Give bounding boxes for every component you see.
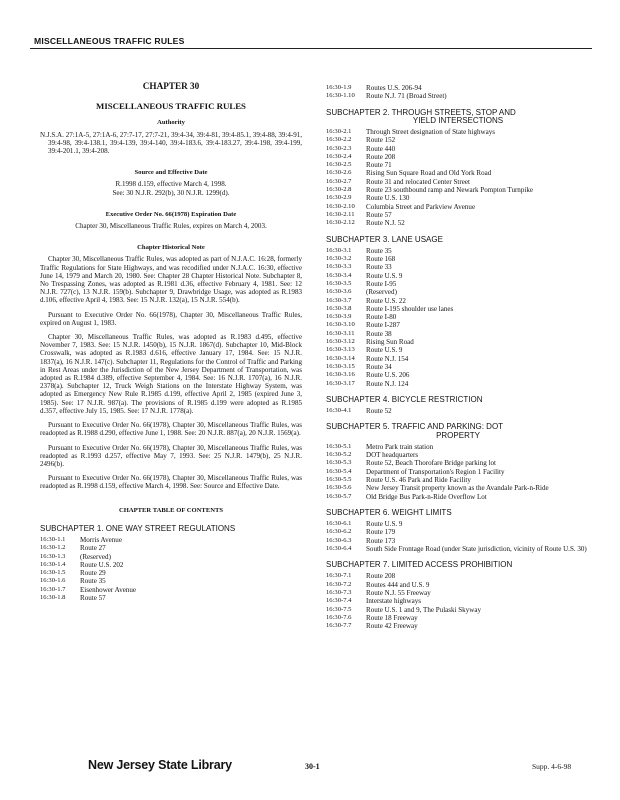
section-number: 16:30-3.1 bbox=[326, 246, 352, 254]
subchapter-title bbox=[326, 561, 590, 569]
subchapter-title-line: SUBCHAPTER 2. THROUGH STREETS, STOP AND bbox=[326, 107, 516, 117]
subchapter-title: SUBCHAPTER 1. ONE WAY STREET REGULATIONS bbox=[40, 523, 236, 533]
history-paragraph: Pursuant to Executive Order No. 66(1978), Chapter 30, Miscellaneous Traffic Rules, was readopted as R.1998 d.159, effective March 4, 1998. See: Source and Effective Date. bbox=[40, 474, 302, 491]
section-title: Route 34 bbox=[366, 362, 392, 371]
expiration-text: Chapter 30, Miscellaneous Traffic Rules, expires on March 4, 2003. bbox=[75, 222, 267, 231]
toc-entry bbox=[40, 544, 302, 552]
section-number: 16:30-1.8 bbox=[40, 594, 66, 601]
section-number: 16:30-2.3 bbox=[326, 144, 352, 152]
section-title: Route U.S. 9 bbox=[366, 520, 403, 528]
expiration-heading: Executive Order No. 66(1978) Expiration Date bbox=[105, 210, 237, 218]
section-number: 16:30-3.3 bbox=[326, 263, 352, 271]
toc-entry bbox=[326, 338, 590, 346]
toc-entry bbox=[326, 203, 590, 211]
subchapter-title-line: SUBCHAPTER 5. TRAFFIC AND PARKING: DOT bbox=[326, 422, 504, 432]
right-column bbox=[326, 84, 590, 630]
section-number: 16:30-3.17 bbox=[326, 379, 355, 387]
toc-entry bbox=[326, 622, 590, 630]
section-title: Route U.S. 9 bbox=[366, 346, 403, 355]
section-number: 16:30-3.6 bbox=[326, 288, 352, 296]
toc-entry bbox=[326, 186, 590, 194]
section-number: 16:30-4.1 bbox=[326, 407, 352, 415]
history-paragraph: Pursuant to Executive Order No. 66(1978), Chapter 30, Miscellaneous Traffic Rules, expired on August 1, 1983. bbox=[40, 310, 302, 327]
authority-heading: Authority bbox=[157, 119, 185, 127]
subchapter-title-line: SUBCHAPTER 3. LANE USAGE bbox=[326, 234, 443, 244]
section-number: 16:30-3.16 bbox=[326, 371, 355, 379]
toc-entry bbox=[326, 468, 590, 476]
toc-entry bbox=[326, 128, 590, 136]
subchapter-title bbox=[326, 109, 590, 125]
section-number: 16:30-3.4 bbox=[326, 271, 352, 279]
section-title: Route N.J. 52 bbox=[366, 219, 405, 228]
section-title: Route 440 bbox=[366, 144, 396, 153]
toc-entry bbox=[40, 586, 302, 594]
toc-entry bbox=[326, 313, 590, 321]
section-title: Route 208 bbox=[366, 572, 396, 581]
section-number: 16:30-3.11 bbox=[326, 329, 355, 337]
toc-entry bbox=[326, 219, 590, 227]
section-number: 16:30-1.5 bbox=[40, 569, 66, 577]
section-title: Routes 444 and U.S. 9 bbox=[366, 580, 430, 589]
section-title: South Side Frontage Road (under State jurisdiction, vicinity of Route U.S. 30) bbox=[366, 544, 587, 553]
toc-entry bbox=[326, 247, 590, 255]
subchapter-title bbox=[326, 509, 590, 517]
toc-entry bbox=[40, 577, 302, 585]
section-title: Route U.S. 1 and 9, The Pulaski Skyway bbox=[366, 605, 481, 614]
section-title: Route U.S. 46 Park and Ride Facility bbox=[366, 475, 471, 484]
chapter-number: CHAPTER 30 bbox=[142, 81, 200, 91]
section-title: Route 35 bbox=[80, 577, 106, 586]
section-title: Route 57 bbox=[366, 210, 392, 219]
section-number: 16:30-3.8 bbox=[326, 304, 352, 312]
toc-entry bbox=[326, 346, 590, 354]
toc-entry bbox=[326, 528, 590, 536]
section-title: Route I-95 bbox=[366, 279, 397, 288]
toc-entry bbox=[326, 371, 590, 379]
section-title: Route 173 bbox=[366, 536, 396, 545]
section-title: Route 27 bbox=[80, 544, 106, 553]
toc-entry bbox=[40, 536, 302, 544]
toc-entry bbox=[326, 537, 590, 545]
section-title: Old Bridge Bus Park-n-Ride Overflow Lot bbox=[366, 492, 487, 501]
section-title: Interstate highways bbox=[366, 597, 421, 606]
source-line-2: See: 30 N.J.R. 292(b), 30 N.J.R. 1299(d). bbox=[112, 188, 230, 197]
toc-entry bbox=[326, 305, 590, 313]
section-number: 16:30-2.8 bbox=[326, 186, 352, 194]
toc-entry bbox=[326, 380, 590, 388]
section-number: 16:30-3.13 bbox=[326, 346, 355, 354]
toc-entry bbox=[326, 84, 590, 92]
section-number: 16:30-7.5 bbox=[326, 605, 352, 613]
section-number: 16:30-5.4 bbox=[326, 467, 352, 475]
section-number: 16:30-3.15 bbox=[326, 362, 355, 370]
section-number: 16:30-6.2 bbox=[326, 528, 352, 536]
source-line-1: R.1998 d.159, effective March 4, 1998. bbox=[115, 180, 227, 189]
toc-entry bbox=[326, 581, 590, 589]
toc-entry bbox=[326, 451, 590, 459]
section-number: 16:30-1.10 bbox=[326, 92, 355, 100]
section-title: (Reserved) bbox=[80, 552, 111, 561]
section-title: Metro Park train station bbox=[366, 442, 434, 451]
section-number: 16:30-5.1 bbox=[326, 442, 352, 450]
subchapter-title-continued: YIELD INTERSECTIONS bbox=[412, 115, 504, 125]
history-paragraph: Chapter 30, Miscellaneous Traffic Rules, was adopted as R.1983 d.495, effective November 7, 1983. See: 15 N.J.R. 1450(b), 15 N.J.R. 1867(d). Subchapter 10, Mid-Block Crosswalk, was adopted as R.1983 d.616, effective January 17, 1984. See: 15 N.J.R. 1837(a), 16 N.J.R. 147(c). Subchapter 11, Regulations for the Control of Traffic and Parking in Rest Areas under the Jurisdiction of the New Jersey Department of Transportation, was adopted as R.1984 d.389, effective September 4, 1984. See: 16 N.J.R. 1707(a), 16 N.J.R. 2378(a). Subchapter 12, Truck Weigh Stations on the Interstate Highway System, was adopted as Emergency New Rule R.1985 d.199, effective April 2, 1985 (expired June 3, 1985). See: 17 N.J.R. 987(a). The provisions of R.1985 d.199 were adopted as R.1985 d.357, effective July 15, 1985. See: 17 N.J.R. 1778(a). bbox=[40, 333, 302, 415]
authority-text: N.J.S.A. 27:1A-5, 27:1A-6, 27:7-17, 27:7-21, 39:4-34, 39:4-81, 39:4-85.1, 39:4-88, 39:4-91, 39:4-98, 39:4-138.1, 39:4-139, 39:4-140, 39:4-183.6, 39:4-183.27, 39:4-198, 39:4-199, 39:4-201.1, 39:4-208. bbox=[40, 130, 302, 156]
section-number: 16:30-1.3 bbox=[40, 552, 66, 560]
section-number: 16:30-6.1 bbox=[326, 520, 352, 527]
section-title: Rising Sun Square Road and Old York Road bbox=[366, 169, 492, 178]
section-number: 16:30-7.2 bbox=[326, 580, 352, 588]
section-number: 16:30-6.4 bbox=[326, 544, 352, 552]
section-title: Route 35 bbox=[366, 246, 392, 255]
section-number: 16:30-1.6 bbox=[40, 577, 66, 585]
source-heading: Source and Effective Date bbox=[134, 169, 208, 177]
section-number: 16:30-5.7 bbox=[326, 492, 352, 500]
section-title: Route N.J. 55 Freeway bbox=[366, 588, 431, 597]
section-number: 16:30-7.6 bbox=[326, 613, 352, 621]
section-title: Route 33 bbox=[366, 263, 392, 272]
toc-entry bbox=[326, 255, 590, 263]
toc-entry bbox=[326, 153, 590, 161]
toc-entry bbox=[326, 589, 590, 597]
section-number: 16:30-1.7 bbox=[40, 585, 66, 593]
subchapter-list bbox=[326, 109, 590, 631]
toc-list bbox=[326, 84, 590, 101]
section-number: 16:30-2.9 bbox=[326, 194, 352, 202]
section-title: Route 57 bbox=[80, 594, 106, 602]
section-title: DOT headquarters bbox=[366, 451, 419, 460]
section-number: 16:30-7.1 bbox=[326, 572, 352, 580]
section-title: Columbia Street and Parkview Avenue bbox=[366, 202, 476, 211]
running-head: MISCELLANEOUS TRAFFIC RULES bbox=[34, 36, 185, 46]
section-number: 16:30-3.12 bbox=[326, 338, 355, 346]
history-heading: Chapter Historical Note bbox=[137, 244, 205, 252]
section-title: Route I-195 shoulder use lanes bbox=[366, 304, 454, 313]
section-title: Route N.J. 154 bbox=[366, 354, 409, 363]
section-number: 16:30-2.12 bbox=[326, 219, 355, 227]
toc-entry bbox=[326, 161, 590, 169]
toc-entry bbox=[326, 484, 590, 492]
toc-entry bbox=[326, 330, 590, 338]
history-paragraph: Chapter 30, Miscellaneous Traffic Rules, was adopted as part of N.J.A.C. 16:28, formerly Traffic Regulations for State Highways, and was recodified under N.J.A.C. 16:30, effective June 14, 1979 and March 20, 1980. See: Chapter 28 Chapter Historical Note. Subchapter 8, No Trespassing Zones, was adopted as R.1981 d.36, effective February 4, 1981. See: 12 N.J.R. 727(c), 13 N.J.R. 159(b). Subchapter 9, Drawbridge Usage, was adopted as R.1983 d.106, effective April 4, 1983. See: 15 N.J.R. 132(a), 15 N.J.R. 554(b). bbox=[40, 255, 302, 305]
section-title: Route 152 bbox=[366, 136, 396, 145]
toc-entry bbox=[326, 169, 590, 177]
subchapter-title bbox=[326, 423, 590, 439]
toc-entry bbox=[326, 211, 590, 219]
section-title: Route 71 bbox=[366, 161, 392, 170]
toc-entry bbox=[326, 92, 590, 100]
subchapter-title-line: SUBCHAPTER 4. BICYCLE RESTRICTION bbox=[326, 394, 483, 404]
section-number: 16:30-1.4 bbox=[40, 560, 66, 568]
section-number: 16:30-2.10 bbox=[326, 202, 355, 210]
toc-entry bbox=[326, 459, 590, 467]
section-title: Route 42 Freeway bbox=[366, 622, 418, 631]
section-title: Route I-80 bbox=[366, 313, 397, 322]
toc-entry bbox=[326, 520, 590, 528]
section-number: 16:30-3.7 bbox=[326, 296, 352, 304]
section-number: 16:30-1.2 bbox=[40, 544, 66, 552]
toc-entry bbox=[326, 614, 590, 622]
subchapter-title-continued: PROPERTY bbox=[436, 430, 480, 440]
section-title: (Reserved) bbox=[366, 288, 397, 297]
section-number: 16:30-2.4 bbox=[326, 152, 352, 160]
toc-entry bbox=[40, 569, 302, 577]
section-number: 16:30-7.7 bbox=[326, 622, 352, 630]
toc-entry bbox=[326, 443, 590, 451]
toc-entry bbox=[326, 280, 590, 288]
section-number: 16:30-2.6 bbox=[326, 169, 352, 177]
section-title: Eisenhower Avenue bbox=[80, 585, 137, 594]
subchapter-title bbox=[326, 236, 590, 244]
section-number: 16:30-6.3 bbox=[326, 536, 352, 544]
section-title: Route N.J. 71 (Broad Street) bbox=[366, 92, 447, 101]
toc-entry bbox=[326, 272, 590, 280]
toc-entry bbox=[326, 355, 590, 363]
section-number: 16:30-7.3 bbox=[326, 588, 352, 596]
section-title: Route 29 bbox=[80, 569, 106, 578]
toc-entry bbox=[40, 561, 302, 569]
section-number: 16:30-2.2 bbox=[326, 136, 352, 144]
section-number: 16:30-2.5 bbox=[326, 161, 352, 169]
section-number: 16:30-5.6 bbox=[326, 484, 352, 492]
section-title: Route U.S. 130 bbox=[366, 194, 410, 203]
toc-entry bbox=[326, 545, 590, 553]
section-title: Route U.S. 9 bbox=[366, 271, 403, 280]
section-title: Rising Sun Road bbox=[366, 338, 414, 347]
section-title: Through Street designation of State highways bbox=[366, 128, 495, 136]
toc-entry bbox=[326, 297, 590, 305]
section-number: 16:30-7.4 bbox=[326, 597, 352, 605]
history-paragraph: Pursuant to Executive Order No. 66(1978), Chapter 30, Miscellaneous Traffic Rules, was readopted as R.1988 d.290, effective June 1, 1988. See: 20 N.J.R. 887(a), 20 N.J.R. 1569(a). bbox=[40, 421, 302, 438]
toc-entry bbox=[326, 321, 590, 329]
toc-entry bbox=[326, 572, 590, 580]
subchapter-title bbox=[326, 396, 590, 404]
section-title: Route 18 Freeway bbox=[366, 613, 418, 622]
toc-list bbox=[40, 536, 302, 602]
toc-entry bbox=[326, 263, 590, 271]
toc-entry bbox=[326, 288, 590, 296]
section-title: Route I-287 bbox=[366, 321, 400, 330]
section-title: Routes U.S. 206-94 bbox=[366, 84, 422, 92]
toc-entry bbox=[326, 363, 590, 371]
subchapter-title-line: SUBCHAPTER 7. LIMITED ACCESS PROHIBITION bbox=[326, 560, 513, 570]
subchapter-title-line: SUBCHAPTER 6. WEIGHT LIMITS bbox=[326, 507, 452, 517]
toc-entry bbox=[326, 597, 590, 605]
section-number: 16:30-3.10 bbox=[326, 321, 355, 329]
section-title: Route 168 bbox=[366, 255, 396, 264]
section-number: 16:30-3.5 bbox=[326, 279, 352, 287]
section-title: Route N.J. 124 bbox=[366, 379, 409, 388]
section-title: Department of Transportation's Region 1 Facility bbox=[366, 467, 505, 476]
section-title: Route 208 bbox=[366, 152, 396, 161]
section-title: Route 52 bbox=[366, 407, 392, 416]
section-title: Route U.S. 22 bbox=[366, 296, 406, 305]
section-number: 16:30-1.9 bbox=[326, 84, 352, 91]
section-number: 16:30-5.5 bbox=[326, 475, 352, 483]
section-number: 16:30-3.14 bbox=[326, 354, 355, 362]
section-title: Route 52, Beach Thorofare Bridge parking lot bbox=[366, 459, 497, 468]
section-number: 16:30-2.11 bbox=[326, 210, 355, 218]
toc-entry bbox=[326, 178, 590, 186]
section-number: 16:30-1.1 bbox=[40, 535, 66, 543]
toc-entry bbox=[326, 194, 590, 202]
section-title: Morris Avenue bbox=[80, 535, 122, 544]
section-title: Route 38 bbox=[366, 329, 392, 338]
toc-entry bbox=[40, 553, 302, 561]
section-title: Route U.S. 206 bbox=[366, 371, 410, 380]
toc-entry bbox=[326, 476, 590, 484]
section-title: Route 23 southbound ramp and Newark Pompton Turnpike bbox=[366, 186, 533, 195]
section-number: 16:30-5.2 bbox=[326, 451, 352, 459]
toc-entry bbox=[326, 493, 590, 501]
left-column bbox=[40, 72, 302, 602]
toc-heading: CHAPTER TABLE OF CONTENTS bbox=[118, 506, 224, 514]
toc-entry bbox=[326, 407, 590, 415]
section-number: 16:30-2.7 bbox=[326, 177, 352, 185]
page-number: 30-1 bbox=[305, 762, 320, 771]
section-number: 16:30-5.3 bbox=[326, 459, 352, 467]
toc-entry bbox=[326, 136, 590, 144]
section-title: Route 179 bbox=[366, 528, 396, 537]
history-paragraph: Pursuant to Executive Order No. 66(1978), Chapter 30, Miscellaneous Traffic Rules, was readopted as R.1993 d.257, effective May 7, 1993. See: 25 N.J.R. 1479(b), 25 N.J.R. 2496(b). bbox=[40, 443, 302, 468]
toc-entry bbox=[40, 594, 302, 602]
section-number: 16:30-2.1 bbox=[326, 128, 352, 135]
supplement-date: Supp. 4-6-98 bbox=[532, 762, 572, 771]
section-title: New Jersey Transit property known as the Avandale Park-n-Ride bbox=[366, 484, 549, 493]
toc-entry bbox=[326, 606, 590, 614]
toc-entry bbox=[326, 145, 590, 153]
chapter-title: MISCELLANEOUS TRAFFIC RULES bbox=[96, 101, 246, 112]
section-number: 16:30-3.2 bbox=[326, 255, 352, 263]
section-title: Route 31 and relocated Center Street bbox=[366, 177, 470, 186]
header-rule bbox=[30, 48, 592, 49]
section-number: 16:30-3.9 bbox=[326, 313, 352, 321]
section-title: Route U.S. 202 bbox=[80, 560, 124, 569]
library-mark: New Jersey State Library bbox=[88, 758, 232, 772]
